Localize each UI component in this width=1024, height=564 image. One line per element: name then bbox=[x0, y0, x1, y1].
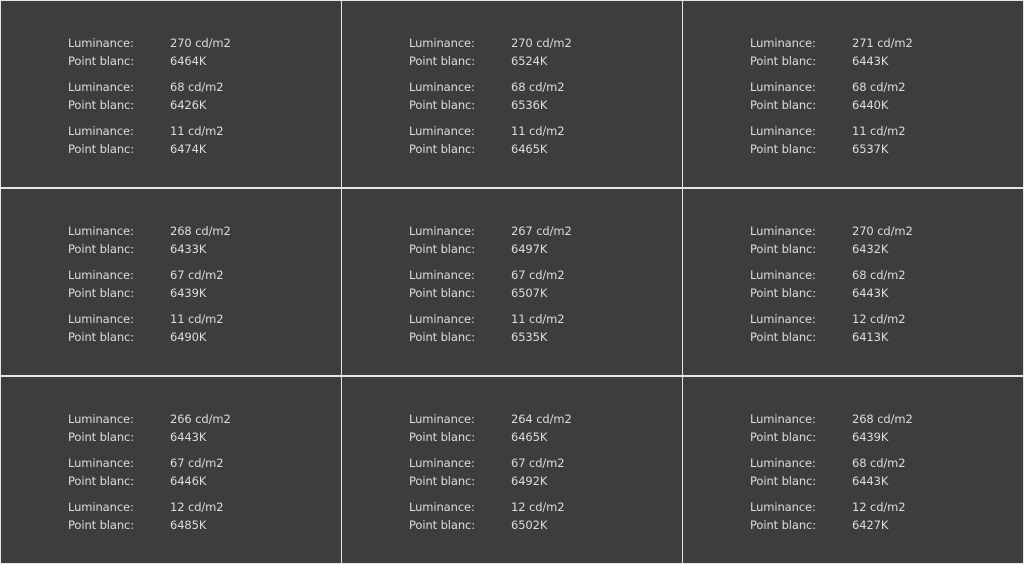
white-point-row bbox=[68, 240, 341, 258]
white-point-row bbox=[750, 284, 1023, 302]
white-point-label: Point blanc: bbox=[750, 98, 817, 112]
white-point-label: Point blanc: bbox=[409, 286, 476, 300]
luminance-value: 68 cd/m2 bbox=[852, 80, 906, 94]
measurement-level bbox=[409, 310, 682, 346]
luminance-row bbox=[68, 122, 341, 140]
measurement-level bbox=[750, 122, 1023, 158]
luminance-label: Luminance: bbox=[750, 500, 816, 514]
luminance-row bbox=[409, 454, 682, 472]
white-point-label: Point blanc: bbox=[409, 142, 476, 156]
white-point-value: 6474K bbox=[170, 142, 207, 156]
measurement-level bbox=[750, 498, 1023, 534]
white-point-row bbox=[409, 428, 682, 446]
white-point-row bbox=[68, 472, 341, 490]
luminance-value: 11 cd/m2 bbox=[170, 124, 224, 138]
white-point-row bbox=[750, 140, 1023, 158]
measurement-level bbox=[409, 78, 682, 114]
luminance-row bbox=[409, 78, 682, 96]
luminance-row bbox=[750, 78, 1023, 96]
white-point-value: 6413K bbox=[852, 330, 889, 344]
luminance-label: Luminance: bbox=[68, 268, 134, 282]
luminance-row bbox=[409, 310, 682, 328]
luminance-row bbox=[750, 34, 1023, 52]
white-point-value: 6446K bbox=[170, 474, 207, 488]
luminance-row bbox=[409, 410, 682, 428]
white-point-label: Point blanc: bbox=[68, 286, 135, 300]
luminance-value: 67 cd/m2 bbox=[511, 268, 565, 282]
luminance-value: 267 cd/m2 bbox=[511, 224, 572, 238]
luminance-value: 68 cd/m2 bbox=[511, 80, 565, 94]
white-point-label: Point blanc: bbox=[68, 330, 135, 344]
luminance-row bbox=[68, 454, 341, 472]
luminance-label: Luminance: bbox=[750, 456, 816, 470]
measurement-zone bbox=[683, 189, 1023, 375]
white-point-row bbox=[409, 516, 682, 534]
luminance-value: 67 cd/m2 bbox=[511, 456, 565, 470]
luminance-row bbox=[409, 122, 682, 140]
white-point-label: Point blanc: bbox=[409, 242, 476, 256]
white-point-row bbox=[750, 96, 1023, 114]
luminance-label: Luminance: bbox=[750, 80, 816, 94]
measurement-level bbox=[409, 222, 682, 258]
white-point-label: Point blanc: bbox=[750, 518, 817, 532]
luminance-row bbox=[68, 310, 341, 328]
luminance-value: 12 cd/m2 bbox=[170, 500, 224, 514]
luminance-row bbox=[750, 310, 1023, 328]
white-point-label: Point blanc: bbox=[409, 518, 476, 532]
luminance-label: Luminance: bbox=[409, 500, 475, 514]
measurement-zone bbox=[683, 377, 1023, 563]
luminance-label: Luminance: bbox=[409, 224, 475, 238]
white-point-value: 6465K bbox=[511, 430, 548, 444]
white-point-value: 6507K bbox=[511, 286, 548, 300]
luminance-label: Luminance: bbox=[68, 124, 134, 138]
luminance-value: 11 cd/m2 bbox=[511, 312, 565, 326]
luminance-value: 12 cd/m2 bbox=[852, 312, 906, 326]
measurement-level bbox=[409, 498, 682, 534]
luminance-row bbox=[750, 410, 1023, 428]
measurement-level bbox=[68, 498, 341, 534]
white-point-row bbox=[409, 52, 682, 70]
white-point-label: Point blanc: bbox=[750, 142, 817, 156]
white-point-row bbox=[750, 428, 1023, 446]
luminance-value: 266 cd/m2 bbox=[170, 412, 231, 426]
luminance-row bbox=[68, 498, 341, 516]
white-point-label: Point blanc: bbox=[750, 54, 817, 68]
luminance-row bbox=[750, 266, 1023, 284]
luminance-value: 67 cd/m2 bbox=[170, 268, 224, 282]
luminance-row bbox=[68, 222, 341, 240]
white-point-value: 6443K bbox=[852, 286, 889, 300]
measurement-level bbox=[409, 410, 682, 446]
luminance-row bbox=[750, 222, 1023, 240]
measurement-zone bbox=[342, 1, 682, 187]
white-point-value: 6443K bbox=[852, 54, 889, 68]
measurement-level bbox=[68, 266, 341, 302]
measurement-level bbox=[68, 454, 341, 490]
white-point-label: Point blanc: bbox=[68, 54, 135, 68]
luminance-label: Luminance: bbox=[409, 124, 475, 138]
measurement-level bbox=[750, 310, 1023, 346]
luminance-row bbox=[409, 222, 682, 240]
white-point-label: Point blanc: bbox=[750, 430, 817, 444]
luminance-label: Luminance: bbox=[750, 224, 816, 238]
luminance-label: Luminance: bbox=[750, 268, 816, 282]
white-point-row bbox=[68, 328, 341, 346]
white-point-value: 6535K bbox=[511, 330, 548, 344]
white-point-label: Point blanc: bbox=[409, 430, 476, 444]
white-point-label: Point blanc: bbox=[750, 474, 817, 488]
white-point-row bbox=[68, 428, 341, 446]
luminance-value: 11 cd/m2 bbox=[170, 312, 224, 326]
luminance-value: 11 cd/m2 bbox=[852, 124, 906, 138]
white-point-value: 6464K bbox=[170, 54, 207, 68]
white-point-row bbox=[409, 472, 682, 490]
luminance-value: 270 cd/m2 bbox=[170, 36, 231, 50]
measurement-zone bbox=[1, 1, 341, 187]
measurement-level bbox=[68, 78, 341, 114]
measurement-level bbox=[750, 34, 1023, 70]
luminance-row bbox=[409, 34, 682, 52]
luminance-value: 12 cd/m2 bbox=[852, 500, 906, 514]
luminance-row bbox=[409, 498, 682, 516]
luminance-row bbox=[409, 266, 682, 284]
luminance-row bbox=[750, 498, 1023, 516]
white-point-value: 6502K bbox=[511, 518, 548, 532]
white-point-value: 6497K bbox=[511, 242, 548, 256]
luminance-value: 268 cd/m2 bbox=[170, 224, 231, 238]
white-point-value: 6432K bbox=[852, 242, 889, 256]
luminance-label: Luminance: bbox=[68, 224, 134, 238]
white-point-label: Point blanc: bbox=[68, 518, 135, 532]
luminance-label: Luminance: bbox=[409, 36, 475, 50]
white-point-row bbox=[750, 240, 1023, 258]
luminance-row bbox=[68, 78, 341, 96]
measurement-level bbox=[409, 266, 682, 302]
white-point-label: Point blanc: bbox=[409, 98, 476, 112]
luminance-value: 268 cd/m2 bbox=[852, 412, 913, 426]
white-point-label: Point blanc: bbox=[68, 98, 135, 112]
white-point-label: Point blanc: bbox=[409, 330, 476, 344]
measurement-zone bbox=[342, 189, 682, 375]
white-point-label: Point blanc: bbox=[750, 242, 817, 256]
white-point-row bbox=[750, 472, 1023, 490]
white-point-label: Point blanc: bbox=[409, 474, 476, 488]
white-point-value: 6433K bbox=[170, 242, 207, 256]
white-point-value: 6439K bbox=[170, 286, 207, 300]
white-point-value: 6485K bbox=[170, 518, 207, 532]
measurement-level bbox=[750, 266, 1023, 302]
luminance-label: Luminance: bbox=[409, 412, 475, 426]
white-point-value: 6490K bbox=[170, 330, 207, 344]
white-point-value: 6537K bbox=[852, 142, 889, 156]
white-point-value: 6536K bbox=[511, 98, 548, 112]
white-point-label: Point blanc: bbox=[68, 142, 135, 156]
measurement-level bbox=[68, 410, 341, 446]
measurement-level bbox=[68, 34, 341, 70]
white-point-value: 6439K bbox=[852, 430, 889, 444]
measurement-level bbox=[750, 78, 1023, 114]
luminance-label: Luminance: bbox=[68, 312, 134, 326]
white-point-row bbox=[409, 140, 682, 158]
luminance-label: Luminance: bbox=[68, 80, 134, 94]
measurement-level bbox=[68, 222, 341, 258]
white-point-row bbox=[750, 516, 1023, 534]
luminance-value: 11 cd/m2 bbox=[511, 124, 565, 138]
luminance-label: Luminance: bbox=[409, 312, 475, 326]
luminance-label: Luminance: bbox=[68, 412, 134, 426]
luminance-value: 68 cd/m2 bbox=[852, 268, 906, 282]
white-point-value: 6440K bbox=[852, 98, 889, 112]
white-point-value: 6443K bbox=[170, 430, 207, 444]
white-point-row bbox=[409, 96, 682, 114]
white-point-row bbox=[409, 328, 682, 346]
white-point-row bbox=[409, 240, 682, 258]
measurement-zone bbox=[1, 377, 341, 563]
white-point-row bbox=[409, 284, 682, 302]
luminance-label: Luminance: bbox=[750, 36, 816, 50]
luminance-label: Luminance: bbox=[750, 312, 816, 326]
luminance-value: 264 cd/m2 bbox=[511, 412, 572, 426]
luminance-value: 68 cd/m2 bbox=[170, 80, 224, 94]
white-point-value: 6524K bbox=[511, 54, 548, 68]
white-point-label: Point blanc: bbox=[750, 330, 817, 344]
white-point-row bbox=[750, 328, 1023, 346]
luminance-value: 270 cd/m2 bbox=[511, 36, 572, 50]
white-point-value: 6492K bbox=[511, 474, 548, 488]
luminance-row bbox=[68, 34, 341, 52]
luminance-row bbox=[750, 122, 1023, 140]
luminance-row bbox=[68, 266, 341, 284]
luminance-value: 67 cd/m2 bbox=[170, 456, 224, 470]
white-point-label: Point blanc: bbox=[750, 286, 817, 300]
measurement-level bbox=[750, 454, 1023, 490]
measurement-level bbox=[409, 454, 682, 490]
luminance-row bbox=[68, 410, 341, 428]
luminance-row bbox=[750, 454, 1023, 472]
measurement-level bbox=[68, 122, 341, 158]
luminance-label: Luminance: bbox=[68, 500, 134, 514]
luminance-value: 68 cd/m2 bbox=[852, 456, 906, 470]
luminance-value: 12 cd/m2 bbox=[511, 500, 565, 514]
measurement-zone bbox=[1, 189, 341, 375]
luminance-value: 271 cd/m2 bbox=[852, 36, 913, 50]
white-point-label: Point blanc: bbox=[68, 474, 135, 488]
white-point-label: Point blanc: bbox=[68, 242, 135, 256]
luminance-label: Luminance: bbox=[68, 456, 134, 470]
white-point-row bbox=[68, 284, 341, 302]
measurement-level bbox=[409, 34, 682, 70]
luminance-label: Luminance: bbox=[750, 412, 816, 426]
white-point-value: 6443K bbox=[852, 474, 889, 488]
white-point-value: 6465K bbox=[511, 142, 548, 156]
measurement-level bbox=[409, 122, 682, 158]
measurement-zone bbox=[342, 377, 682, 563]
luminance-label: Luminance: bbox=[409, 456, 475, 470]
white-point-row bbox=[750, 52, 1023, 70]
luminance-label: Luminance: bbox=[68, 36, 134, 50]
measurement-level bbox=[750, 410, 1023, 446]
white-point-label: Point blanc: bbox=[68, 430, 135, 444]
measurement-level bbox=[750, 222, 1023, 258]
white-point-value: 6426K bbox=[170, 98, 207, 112]
white-point-value: 6427K bbox=[852, 518, 889, 532]
luminance-label: Luminance: bbox=[409, 80, 475, 94]
white-point-row bbox=[68, 52, 341, 70]
measurement-level bbox=[68, 310, 341, 346]
white-point-row bbox=[68, 140, 341, 158]
white-point-label: Point blanc: bbox=[409, 54, 476, 68]
measurement-zone bbox=[683, 1, 1023, 187]
white-point-row bbox=[68, 96, 341, 114]
white-point-row bbox=[68, 516, 341, 534]
luminance-value: 270 cd/m2 bbox=[852, 224, 913, 238]
luminance-label: Luminance: bbox=[409, 268, 475, 282]
luminance-label: Luminance: bbox=[750, 124, 816, 138]
